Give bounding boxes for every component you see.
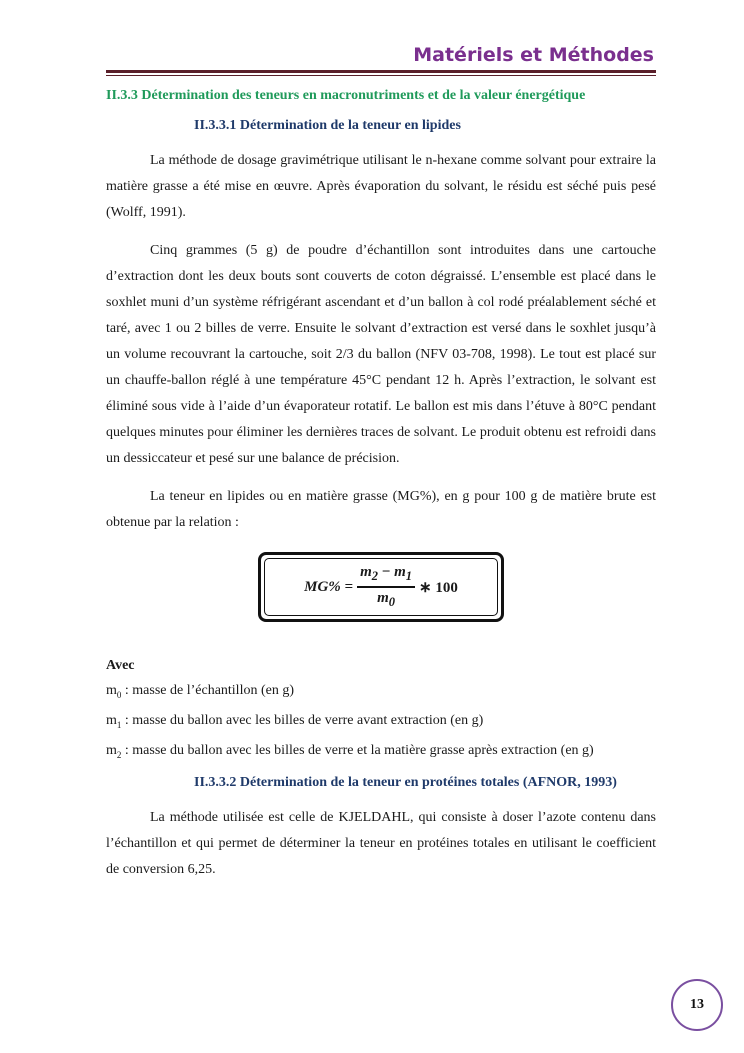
page-number-circle (671, 979, 723, 1031)
definition-m2 (106, 738, 656, 768)
formula-num-a: m (360, 564, 372, 580)
def-m0-sub: 0 (116, 689, 122, 700)
page-header-title: Matériels et Méthodes (413, 44, 654, 66)
formula-lhs: MG% = (304, 578, 354, 595)
page-number: 13 (690, 997, 704, 1012)
spacer (106, 767, 656, 775)
formula-times-100: ∗ 100 (419, 579, 458, 596)
def-m2-sym: m (106, 742, 117, 758)
formula-fraction (357, 564, 415, 610)
formula-num-a-sub: 2 (371, 569, 379, 583)
formula-den-sub: 0 (388, 595, 396, 609)
def-m0-sym: m (106, 683, 117, 698)
paragraph-lipides-2: Cinq grammes (5 g) de poudre d’échantillon sont introduites dans une cartouche d’extraction dont les deux bouts sont couverts de coton dégraissé. L’ensemble est placé dans le soxhlet muni d’un système réfrigérant ascendant et d’un ballon à col rodé préalablement séché et taré, avec 1 ou 2 billes de verre. Ensuite le solvant d’extraction est versé dans le soxhlet jusqu’à un volume recouvrant la cartouche, soit 2/3 du ballon (NFV 03-708, 1998). Le tout est placé sur un chauffe-ballon réglé à une température 45°C pendant 12 h. Après l’extraction, le solvant est éliminé sous vide à l’aide d’un évaporateur rotatif. Le ballon est mis dans l’étuve à 80°C pendant quelques minutes pour éliminer les dernières traces de solvant. Le produit obtenu est refroidi dans un dessiccateur et pesé sur une balance de précision. (106, 243, 656, 466)
def-m0-text: : masse de l’échantillon (en g) (121, 683, 294, 698)
formula-num-b-sub: 1 (405, 569, 413, 583)
subsection-heading-lipides: II.3.3.1 Détermination de la teneur en lipides (194, 118, 461, 133)
formula-box (258, 552, 504, 622)
page-content (106, 88, 656, 895)
definition-m0 (106, 678, 656, 708)
section-heading: II.3.3 Détermination des teneurs en macronutriments et de la valeur énergétique (106, 88, 586, 103)
formula (264, 558, 498, 616)
paragraph-proteines-1: La méthode utilisée est celle de KJELDAHL, qui consiste à doser l’azote contenu dans l’échantillon et qui permet de déterminer la teneur en protéines totales en utilisant le coefficient de conversion 6,25. (106, 810, 656, 878)
def-m2-sub: 2 (116, 749, 122, 760)
def-m1-sub: 1 (116, 719, 122, 730)
subsection-heading-proteines: II.3.3.2 Détermination de la teneur en protéines totales (AFNOR, 1993) (194, 775, 617, 791)
paragraph-lipides-3: La teneur en lipides ou en matière grasse (MG%), en g pour 100 g de matière brute est obtenue par la relation : (106, 489, 656, 530)
formula-numerator (357, 564, 415, 588)
formula-minus: − (378, 564, 395, 580)
def-m2-text: : masse du ballon avec les billes de verre et la matière grasse après extraction (en g) (121, 742, 594, 758)
def-m1-text: : masse du ballon avec les billes de verre avant extraction (en g) (121, 712, 484, 728)
header-rule-thick (106, 70, 656, 73)
avec-label: Avec (106, 658, 135, 673)
definition-m1 (106, 708, 656, 738)
header-rule-thin (106, 75, 656, 76)
paragraph-lipides-1: La méthode de dosage gravimétrique utilisant le n-hexane comme solvant pour extraire la matière grasse a été mise en œuvre. Après évaporation du solvant, le résidu est séché puis pesé (Wolff, 1991). (106, 153, 656, 220)
def-m1-sym: m (106, 712, 117, 728)
formula-num-b: m (394, 564, 406, 580)
formula-denominator (377, 588, 395, 610)
formula-den: m (377, 590, 389, 606)
formula-container (106, 552, 656, 622)
